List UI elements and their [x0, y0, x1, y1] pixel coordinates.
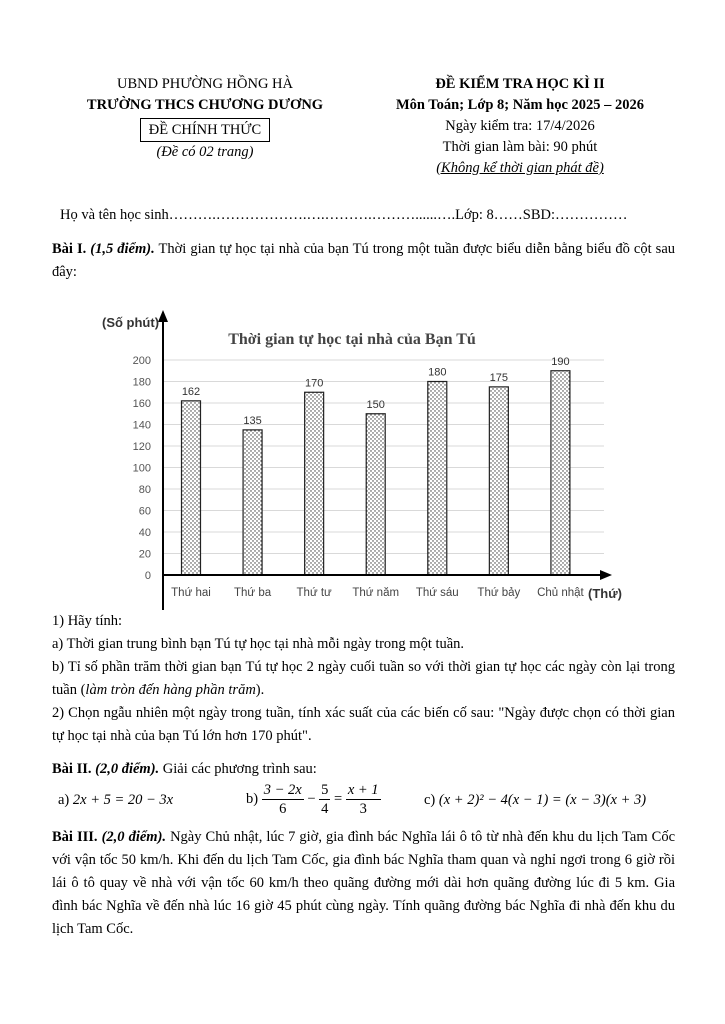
bar [489, 387, 508, 575]
x-tick-label: Chủ nhật [537, 587, 584, 599]
bar-chart [0, 300, 725, 610]
bai1-q1a: a) Thời gian trung bình bạn Tú tự học tại nhà mỗi ngày trong một tuần. [52, 636, 465, 652]
bai2-c-equation: (x + 2)² − 4(x − 1) = (x − 3)(x + 3) [438, 792, 647, 808]
bai1-q1b-end: ). [255, 682, 265, 698]
y-tick-label: 80 [138, 484, 151, 496]
bai2-b-den1: 6 [279, 801, 287, 817]
x-tick-label: Thứ bảy [477, 587, 521, 599]
header-right [365, 74, 675, 179]
bar-value-label: 170 [304, 377, 324, 390]
bar-value-label: 135 [243, 414, 262, 427]
bai1-q1b-main: b) Tỉ số phần trăm thời gian bạn Tú tự học 2 ngày cuối tuần so với thời gian tự học các ngày còn lại trong tuần ( [52, 659, 675, 698]
x-tick-label: Thứ hai [171, 587, 211, 599]
bai2-intro [52, 758, 317, 781]
bai3-points: (2,0 điểm). [101, 829, 167, 845]
bai2-a-label: a) [58, 792, 70, 808]
x-tick-label: Thứ tư [296, 587, 332, 599]
y-tick-label: 0 [144, 570, 151, 582]
exam-date: Ngày kiểm tra: 17/4/2026 [445, 118, 595, 134]
student-info-line: Họ và tên học sinh……….……………….….……….………......….Lớp: 8……SBD:…………… [60, 207, 628, 223]
x-axis-label: (Thứ) [588, 586, 622, 601]
bai2-points: (2,0 điểm). [95, 761, 160, 777]
bai1-q1b [52, 656, 675, 702]
x-tick-label: Thứ sáu [415, 587, 459, 599]
bar [551, 371, 570, 575]
bai3-text: Ngày Chủ nhật, lúc 7 giờ, gia đình bác Nghĩa lái ô tô từ nhà đến khu du lịch Tam Cốc với vận tốc 50 km/h. Khi đến du lịch Tam Cốc, gia đình bác Nghĩa tham quan và nghỉ ngơi trong 6 giờ rồi lái ô tô quay về nhà với vận tốc 60 km/h theo quãng đường mới dài hơn quãng đường lúc đi 5 km. Gia đình bác Nghĩa về đến nhà lúc 16 giờ 45 phút cùng ngày. Tính quãng đường bác Nghĩa đi nhà đến khu du lịch Tam Cốc. [52, 829, 676, 937]
bai2-c-label: c) [424, 792, 436, 808]
bai1-intro [52, 238, 675, 284]
bar [366, 414, 385, 575]
bai1-intro-text: Thời gian tự học tại nhà của bạn Tú trong một tuần được biểu diễn bằng biểu đồ cột sau đây: [52, 241, 676, 280]
bai2-b-label: b) [246, 790, 259, 807]
x-tick-label: Thứ ba [234, 587, 272, 599]
y-tick-label: 40 [138, 527, 151, 539]
bai2-eq-c [424, 792, 646, 809]
bar-value-label: 175 [489, 371, 509, 384]
bai2-intro-text: Giải các phương trình sau: [162, 761, 317, 777]
y-tick-label: 160 [132, 398, 151, 410]
y-tick-label: 100 [132, 462, 151, 475]
bai1-points: (1,5 điểm). [90, 241, 155, 257]
bai2-eq-a [58, 792, 173, 809]
bai3-title: Bài III. [52, 829, 98, 845]
subject-line: Môn Toán; Lớp 8; Năm học 2025 – 2026 [395, 97, 645, 113]
x-tick-label: Thứ năm [352, 587, 400, 599]
x-axis-arrow [600, 570, 612, 580]
bai3 [52, 826, 675, 941]
authority: UBND PHƯỜNG HỒNG HÀ [117, 76, 293, 92]
bai2-b-den3: 3 [359, 801, 367, 817]
bai1-questions [52, 610, 675, 748]
exam-title: ĐỀ KIỂM TRA HỌC KÌ II [435, 76, 605, 92]
header-left [40, 74, 370, 163]
bai1-q1b-note: làm tròn đến hàng phần trăm [85, 682, 256, 698]
y-tick-label: 20 [138, 548, 151, 561]
bai2-b-num2: 5 [321, 782, 329, 798]
pages-note: (Đề có 02 trang) [156, 144, 254, 160]
bai2-b-num3: x + 1 [347, 782, 379, 798]
bar [182, 401, 201, 575]
bar-value-label: 180 [428, 366, 447, 379]
bai2-title: Bài II. [52, 761, 92, 777]
bai2-eq-b: b) $\frac{3 - 2x}{6}$ − $\frac{5}{4}$ = $\frac{x + 1}{3}$ [246, 782, 379, 817]
bar-value-label: 150 [366, 398, 385, 411]
y-tick-label: 180 [132, 376, 151, 389]
bar-value-label: 190 [551, 355, 570, 368]
bar [243, 430, 262, 575]
y-tick-label: 120 [132, 441, 151, 453]
school-name: TRƯỜNG THCS CHƯƠNG DƯƠNG [86, 97, 324, 113]
bai2-b-den2: 4 [321, 801, 329, 817]
y-axis-arrow [158, 310, 168, 322]
y-tick-label: 140 [132, 419, 151, 432]
chart-title: Thời gian tự học tại nhà của Bạn Tú [228, 331, 476, 348]
bai2-a-equation: 2x + 5 = 20 − 3x [72, 792, 174, 808]
y-tick-label: 60 [138, 505, 151, 518]
y-axis-label: (Số phút) [102, 315, 160, 330]
bai1-q2: 2) Chọn ngẫu nhiên một ngày trong tuần, tính xác suất của các biến cố sau: "Ngày được chọn có thời gian tự học tại nhà của bạn Tú lớn hơn 170 phút". [52, 705, 675, 744]
bai2-b-num1: 3 − 2x [263, 782, 302, 798]
bai1-title: Bài I. [52, 241, 87, 257]
duration: Thời gian làm bài: 90 phút [442, 139, 598, 155]
duration-note: (Không kể thời gian phát đề) [436, 160, 604, 176]
bar [428, 382, 447, 576]
bar [305, 392, 324, 575]
y-tick-label: 200 [132, 355, 151, 367]
official-label: ĐỀ CHÍNH THỨC [140, 118, 270, 142]
bai1-q1: 1) Hãy tính: [52, 613, 123, 629]
bar-value-label: 162 [181, 385, 201, 398]
